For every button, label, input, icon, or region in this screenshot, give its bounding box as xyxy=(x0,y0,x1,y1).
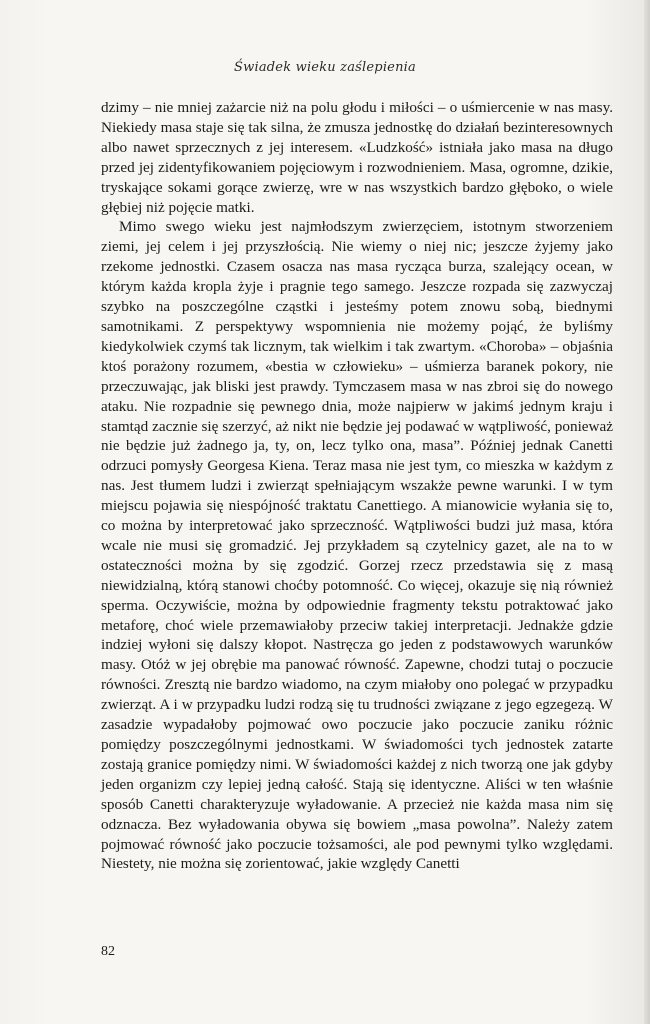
body-text xyxy=(101,98,613,874)
paragraph: dzimy – nie mniej zażarcie niż na polu głodu i miłości – o uśmiercenie w nas masy. Niekiedy masa staje się tak silna, że zmusza jednostkę do działań bezinteresownych albo nawet sprzecznych z jej interesem. «Ludzkość» istniała jako masa na długo przed jej zidentyfikowaniem pojęciowym i rozwodnieniem. Masa, ogromne, dzikie, tryskające sokami gorące zwierzę, wre w nas wszystkich bardzo głęboko, o wiele głębiej niż pojęcie matki. xyxy=(101,99,613,216)
running-head: Świadek wieku zaślepienia xyxy=(234,60,416,75)
paragraph: Mimo swego wieku jest najmłodszym zwierzęciem, istotnym stworzeniem ziemi, jej celem i jej przyszłością. Nie wiemy o niej nic; jeszcze żyjemy jako rzekome jednostki. Czasem osacza nas masa rycząca burza, szalejący ocean, w którym każda kropla żyje i pragnie tego samego. Jeszcze rozpada się zazwyczaj szybko na poszczególne cząstki i jesteśmy potem znowu sobą, biednymi samotnikami. Z perspektywy wspomnienia nie możemy pojąć, że byliśmy kiedykolwiek czymś tak licznym, tak wielkim i tak zwartym. «Choroba» – objaśnia ktoś porażony rozumem, «bestia w człowieku» – uśmierza baranek pokory, nie przeczuwając, jak bliski jest prawdy. Tymczasem masa w nas zbroi się do nowego ataku. Nie rozpadnie się pewnego dnia, może najpierw w jakimś jednym kraju i stamtąd zacznie się szerzyć, aż nikt nie będzie jej podawać w wątpliwość, ponieważ nie będzie już żadnego ja, ty, on, lecz tylko ona, masa”. Później jednak Canetti odrzuci pomysły Georgesa Kiena. Teraz masa nie jest tym, co mieszka w każdym z nas. Jest tłumem ludzi i zwierząt spełniającym wszakże pewne warunki. I w tym miejscu pojawia się niespójność traktatu Canettiego. A mianowicie wyłania się to, co można by interpretować jako sprzeczność. Wątpliwości budzi już masa, która wcale nie musi się gromadzić. Jej przykładem są czytelnicy gazet, ale na to w ostateczności można by się zgodzić. Gorzej rzecz przedstawia się z masą niewidzialną, którą stanowi choćby potomność. Co więcej, okazuje się nią również sperma. Oczywiście, można by odpowiednie fragmenty tekstu potraktować jako metaforę, choć wiele przemawiałoby przeciw takiej interpretacji. Jednakże gdzie indziej wyłoni się dalszy kłopot. Nastręcza go jeden z podstawowych warunków masy. Otóż w jej obrębie ma panować równość. Zapewne, chodzi tutaj o poczucie równości. Zresztą nie bardzo wiadomo, na czym miałoby ono polegać w przypadku zwierząt. A i w przypadku ludzi rodzą się tu trudności związane z jego egzegezą. W zasadzie wypadałoby pojmować owo poczucie jako poczucie zaniku różnic pomiędzy poszczególnymi jednostkami. W świadomości tych jednostek zatarte zostają granice pomiędzy nimi. W świadomości każdej z nich tworzą one jak gdyby jeden organizm czy lepiej jedną całość. Stają się identyczne. Aliści w ten właśnie sposób Canetti charakteryzuje wyładowanie. A przecież nie każda masa nim się odznacza. Bez wyładowania obywa się bowiem „masa powolna”. Należy zatem pojmować równość jako poczucie tożsamości, ale pod pewnymi tylko względami. Niestety, nie można się zorientować, jakie względy Canetti xyxy=(101,218,613,873)
page-edge-shadow xyxy=(644,0,650,1024)
page-number: 82 xyxy=(101,944,115,959)
